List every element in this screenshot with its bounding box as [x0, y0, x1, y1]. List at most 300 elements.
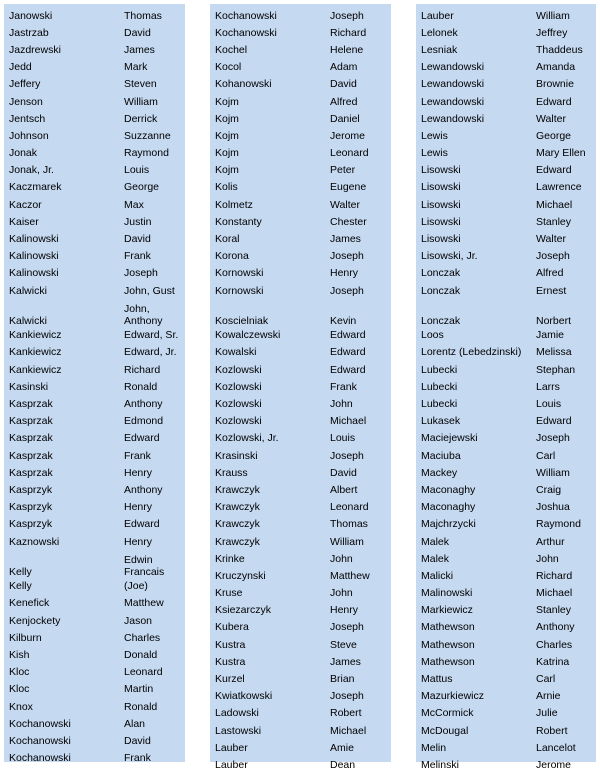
first-name-cell: Helene [330, 43, 364, 56]
last-name-cell: Lelonek [421, 26, 458, 39]
last-name-cell: Kalinowski [9, 250, 59, 263]
first-name-cell: Daniel [330, 112, 360, 125]
first-name-cell: Louis [330, 432, 356, 445]
last-name-cell: Lubecki [421, 363, 458, 376]
table-row [416, 756, 596, 773]
last-name-cell: Ksiezarczyk [215, 604, 272, 617]
last-name-cell: Kochanowski [9, 734, 71, 747]
table-row [4, 732, 185, 749]
last-name-cell: Kilburn [9, 631, 42, 644]
last-name-cell: Mathewson [421, 638, 475, 651]
first-name-cell: John, Anthony [124, 302, 163, 327]
table-row [210, 299, 391, 327]
last-name-cell: Maconaghy [421, 483, 476, 496]
first-name-cell: Adam [330, 61, 358, 74]
first-name-cell: John [330, 552, 353, 565]
table-row [416, 413, 596, 430]
table-row [416, 430, 596, 447]
first-name-cell: Anthony [124, 483, 163, 496]
table-row [4, 299, 185, 327]
table-row [210, 248, 391, 265]
last-name-cell: Loos [421, 329, 444, 342]
last-name-cell: Kojm [215, 147, 239, 160]
table-row [210, 567, 391, 584]
last-name-cell: Kozlowski [215, 398, 262, 411]
table-row [4, 110, 185, 127]
first-name-cell: Alan [124, 717, 146, 730]
last-name-cell: Kaiser [9, 215, 39, 228]
table-row [416, 395, 596, 412]
first-name-cell: Jeffrey [536, 26, 568, 39]
table-row [4, 715, 185, 732]
last-name-cell: Jazdrewski [9, 43, 61, 56]
last-name-cell: Kish [9, 648, 30, 661]
last-name-cell: Maciuba [421, 449, 461, 462]
table-row [416, 344, 596, 361]
last-name-cell: Lisowski [421, 215, 461, 228]
table-row [416, 282, 596, 299]
first-name-cell: Joseph [330, 9, 364, 22]
first-name-cell: Amanda [536, 61, 576, 74]
first-name-cell: William [536, 9, 570, 22]
last-name-cell: Kowalczewski [215, 329, 281, 342]
first-name-cell: Leonard [330, 501, 369, 514]
last-name-cell: Kasinski [9, 380, 49, 393]
first-name-cell: Craig [536, 483, 562, 496]
table-row [210, 378, 391, 395]
table-row [416, 619, 596, 636]
first-name-cell: Martin [124, 683, 154, 696]
last-name-cell: Kasprzak [9, 398, 53, 411]
table-row [210, 127, 391, 144]
table-row [210, 265, 391, 282]
table-row [416, 722, 596, 739]
first-name-cell: Matthew [124, 597, 164, 610]
last-name-cell: Kochel [215, 43, 248, 56]
last-name-cell: Lisowski [421, 198, 461, 211]
first-name-cell: Derrick [124, 112, 158, 125]
last-name-cell: Kowalski [215, 346, 257, 359]
first-name-cell: Eugene [330, 181, 367, 194]
last-name-cell: Kasprzak [9, 466, 53, 479]
last-name-cell: Lewandowski [421, 95, 485, 108]
first-name-cell: Charles [124, 631, 161, 644]
first-name-cell: Joseph [536, 432, 570, 445]
table-row [4, 464, 185, 481]
last-name-cell: Kaczmarek [9, 181, 62, 194]
first-name-cell: Arthur [536, 535, 565, 548]
first-name-cell: Henry [124, 466, 153, 479]
last-name-cell: Kochanowski [215, 26, 277, 39]
first-name-cell: David [124, 233, 151, 246]
table-row [416, 567, 596, 584]
first-name-cell: Charles [536, 638, 573, 651]
table-row [210, 739, 391, 756]
table-row [210, 213, 391, 230]
table-row [210, 282, 391, 299]
first-name-cell: Alfred [330, 95, 358, 108]
last-name-cell: Kasprzak [9, 432, 53, 445]
first-name-cell: Joseph [330, 621, 364, 634]
first-name-cell: Donald [124, 648, 158, 661]
first-name-cell: Carl [536, 449, 556, 462]
first-name-cell: Jerome [330, 129, 366, 142]
last-name-cell: Maciejewski [421, 432, 478, 445]
first-name-cell: Frank [124, 752, 151, 765]
table-row [416, 585, 596, 602]
last-name-cell: Janowski [9, 9, 53, 22]
table-row [416, 110, 596, 127]
table-row [416, 464, 596, 481]
last-name-cell: Lewis [421, 129, 448, 142]
last-name-cell: Kojm [215, 112, 239, 125]
last-name-cell: Kozlowski [215, 415, 262, 428]
table-row [4, 213, 185, 230]
last-name-cell: Krawczyk [215, 535, 260, 548]
table-row [210, 196, 391, 213]
first-name-cell: Thaddeus [536, 43, 583, 56]
last-name-cell: Lisowski [421, 164, 461, 177]
last-name-cell: Lisowski [421, 233, 461, 246]
first-name-cell: Amie [330, 741, 354, 754]
table-row [4, 681, 185, 698]
first-name-cell: (Joe) [124, 580, 148, 593]
table-row [4, 361, 185, 378]
first-name-cell: Peter [330, 164, 356, 177]
table-row [210, 361, 391, 378]
last-name-cell: Lisowski, Jr. [421, 250, 478, 263]
last-name-cell: Jastrzab [9, 26, 49, 39]
first-name-cell: Thomas [330, 518, 368, 531]
last-name-cell: Krawczyk [215, 483, 260, 496]
last-name-cell: Krawczyk [215, 518, 260, 531]
first-name-cell: Edward, Sr. [124, 329, 179, 342]
first-name-cell: Raymond [124, 147, 169, 160]
table-row [4, 481, 185, 498]
first-name-cell: Stanley [536, 604, 572, 617]
last-name-cell: Kaczor [9, 198, 42, 211]
table-row [4, 162, 185, 179]
last-name-cell: Lubecki [421, 398, 458, 411]
last-name-cell: Maconaghy [421, 501, 476, 514]
last-name-cell: Kasprzak [9, 415, 53, 428]
last-name-cell: Kochanowski [215, 9, 277, 22]
last-name-cell: Malek [421, 535, 450, 548]
name-column-1 [4, 4, 185, 765]
first-name-cell: Edward [330, 363, 366, 376]
first-name-cell: Lawrence [536, 181, 582, 194]
first-name-cell: Jerome [536, 758, 572, 771]
first-name-cell: James [124, 43, 155, 56]
last-name-cell: Ladowski [215, 707, 259, 720]
last-name-cell: Kasprzak [9, 449, 53, 462]
last-name-cell: Lorentz (Lebedzinski) [421, 346, 522, 359]
table-row [416, 76, 596, 93]
table-row [4, 378, 185, 395]
table-row [416, 145, 596, 162]
table-row [210, 413, 391, 430]
table-row [416, 127, 596, 144]
table-row [4, 265, 185, 282]
table-row [210, 499, 391, 516]
first-name-cell: James [330, 655, 361, 668]
last-name-cell: Lewis [421, 147, 448, 160]
table-row [4, 550, 185, 578]
last-name-cell: Melinski [421, 758, 459, 771]
first-name-cell: Brian [330, 673, 355, 686]
last-name-cell: Lukasek [421, 415, 461, 428]
table-row [416, 705, 596, 722]
first-name-cell: George [124, 181, 160, 194]
first-name-cell: Frank [124, 250, 151, 263]
last-name-cell: Malicki [421, 569, 454, 582]
table-row [210, 670, 391, 687]
last-name-cell: Kurzel [215, 673, 245, 686]
table-row [4, 750, 185, 767]
table-row [416, 653, 596, 670]
last-name-cell: Jenson [9, 95, 43, 108]
first-name-cell: Joseph [124, 267, 158, 280]
first-name-cell: Edward [536, 164, 572, 177]
table-row [210, 93, 391, 110]
first-name-cell: Edwin Francais [124, 553, 165, 578]
table-row [210, 550, 391, 567]
last-name-cell: Kankiewicz [9, 329, 62, 342]
last-name-cell: Kwiatkowski [215, 690, 273, 703]
last-name-cell: Lewandowski [421, 112, 485, 125]
table-row [4, 230, 185, 247]
last-name-cell: Kasprzyk [9, 518, 53, 531]
first-name-cell: William [330, 535, 364, 548]
last-name-cell: Mathewson [421, 655, 475, 668]
last-name-cell: Kloc [9, 666, 30, 679]
table-row [210, 585, 391, 602]
last-name-cell: Kelly [9, 565, 32, 578]
first-name-cell: Edward [124, 432, 160, 445]
last-name-cell: Malek [421, 552, 450, 565]
first-name-cell: Anthony [536, 621, 575, 634]
table-row [416, 24, 596, 41]
table-row [4, 447, 185, 464]
table-row [210, 145, 391, 162]
table-row [210, 430, 391, 447]
first-name-cell: Albert [330, 483, 358, 496]
first-name-cell: Jamie [536, 329, 565, 342]
table-row [4, 282, 185, 299]
first-name-cell: Mark [124, 61, 148, 74]
table-row [416, 670, 596, 687]
last-name-cell: Kalwicki [9, 284, 47, 297]
table-row [210, 619, 391, 636]
first-name-cell: Carl [536, 673, 556, 686]
table-row [210, 230, 391, 247]
first-name-cell: Henry [124, 501, 153, 514]
table-row [210, 344, 391, 361]
first-name-cell: Walter [536, 233, 566, 246]
table-row [416, 499, 596, 516]
first-name-cell: James [330, 233, 361, 246]
last-name-cell: Kojm [215, 164, 239, 177]
last-name-cell: Kenjockety [9, 614, 61, 627]
first-name-cell: Edward [124, 518, 160, 531]
last-name-cell: Kochanowski [9, 752, 71, 765]
first-name-cell: Michael [536, 587, 573, 600]
first-name-cell: Louis [124, 164, 150, 177]
first-name-cell: Joseph [536, 250, 570, 263]
first-name-cell: David [330, 466, 357, 479]
first-name-cell: Katrina [536, 655, 570, 668]
last-name-cell: Konstanty [215, 215, 262, 228]
last-name-cell: Kalwicki [9, 314, 47, 327]
last-name-cell: Lauber [215, 741, 248, 754]
table-row [416, 378, 596, 395]
first-name-cell: John [330, 398, 353, 411]
first-name-cell: George [536, 129, 572, 142]
table-row [416, 481, 596, 498]
first-name-cell: Alfred [536, 267, 564, 280]
last-name-cell: Kasprzyk [9, 483, 53, 496]
first-name-cell: Joseph [330, 449, 364, 462]
first-name-cell: Edward [330, 329, 366, 342]
last-name-cell: Koral [215, 233, 240, 246]
last-name-cell: Lonczak [421, 284, 461, 297]
first-name-cell: Chester [330, 215, 367, 228]
first-name-cell: Henry [330, 604, 359, 617]
name-column-3 [416, 4, 596, 771]
table-row [210, 756, 391, 773]
first-name-cell: Michael [536, 198, 573, 211]
last-name-cell: Krauss [215, 466, 248, 479]
table-row [210, 76, 391, 93]
first-name-cell: John, Gust [124, 284, 175, 297]
last-name-cell: Kasprzyk [9, 501, 53, 514]
first-name-cell: Arnie [536, 690, 561, 703]
last-name-cell: Markiewicz [421, 604, 473, 617]
table-row [416, 327, 596, 344]
last-name-cell: Lesniak [421, 43, 458, 56]
table-row [210, 481, 391, 498]
first-name-cell: Raymond [536, 518, 581, 531]
first-name-cell: Joseph [330, 690, 364, 703]
last-name-cell: Jentsch [9, 112, 46, 125]
table-row [4, 344, 185, 361]
last-name-cell: Kozlowski [215, 363, 262, 376]
table-row [4, 595, 185, 612]
table-row [210, 447, 391, 464]
last-name-cell: McDougal [421, 724, 469, 737]
first-name-cell: Edward [536, 95, 572, 108]
first-name-cell: David [124, 26, 151, 39]
first-name-cell: Stanley [536, 215, 572, 228]
table-row [416, 213, 596, 230]
table-row [210, 327, 391, 344]
last-name-cell: Kornowski [215, 267, 264, 280]
first-name-cell: Michael [330, 724, 367, 737]
first-name-cell: Suzzanne [124, 129, 171, 142]
last-name-cell: Kojm [215, 129, 239, 142]
table-row [4, 179, 185, 196]
last-name-cell: Kankiewicz [9, 363, 62, 376]
first-name-cell: David [330, 78, 357, 91]
table-row [4, 127, 185, 144]
first-name-cell: Steven [124, 78, 157, 91]
first-name-cell: Richard [330, 26, 367, 39]
table-row [210, 162, 391, 179]
first-name-cell: Henry [330, 267, 359, 280]
last-name-cell: Kelly [9, 580, 32, 593]
table-row [416, 550, 596, 567]
first-name-cell: Mary Ellen [536, 147, 586, 160]
first-name-cell: Robert [330, 707, 362, 720]
table-row [210, 705, 391, 722]
first-name-cell: William [124, 95, 158, 108]
last-name-cell: Kochanowski [9, 717, 71, 730]
first-name-cell: Brownie [536, 78, 574, 91]
table-row [210, 41, 391, 58]
first-name-cell: Anthony [124, 398, 163, 411]
first-name-cell: Stephan [536, 363, 576, 376]
last-name-cell: Lauber [215, 758, 248, 771]
last-name-cell: Johnson [9, 129, 49, 142]
table-row [4, 395, 185, 412]
first-name-cell: Richard [124, 363, 161, 376]
table-row [4, 327, 185, 344]
table-row [416, 248, 596, 265]
last-name-cell: Kloc [9, 683, 30, 696]
table-row [416, 688, 596, 705]
first-name-cell: Frank [330, 380, 357, 393]
last-name-cell: Lubecki [421, 380, 458, 393]
last-name-cell: Krasinski [215, 449, 258, 462]
first-name-cell: Melissa [536, 346, 572, 359]
last-name-cell: Kruse [215, 587, 243, 600]
table-row [416, 447, 596, 464]
table-row [4, 646, 185, 663]
last-name-cell: Lastowski [215, 724, 262, 737]
table-row [4, 664, 185, 681]
first-name-cell: Edward, Jr. [124, 346, 177, 359]
last-name-cell: Jedd [9, 61, 32, 74]
table-row [210, 533, 391, 550]
table-row [210, 516, 391, 533]
last-name-cell: Knox [9, 700, 33, 713]
last-name-cell: Kaznowski [9, 535, 60, 548]
last-name-cell: Lewandowski [421, 61, 485, 74]
last-name-cell: Jonak, Jr. [9, 164, 54, 177]
first-name-cell: Joseph [330, 250, 364, 263]
table-row [4, 612, 185, 629]
first-name-cell: Louis [536, 398, 562, 411]
table-row [210, 179, 391, 196]
first-name-cell: Edmond [124, 415, 164, 428]
table-row [416, 361, 596, 378]
first-name-cell: Jason [124, 614, 153, 627]
table-row [416, 602, 596, 619]
table-row [416, 533, 596, 550]
last-name-cell: Melin [421, 741, 447, 754]
last-name-cell: Kustra [215, 655, 246, 668]
last-name-cell: Kalinowski [9, 267, 59, 280]
last-name-cell: Kolis [215, 181, 238, 194]
last-name-cell: Jeffery [9, 78, 41, 91]
last-name-cell: Kenefick [9, 597, 50, 610]
first-name-cell: Frank [124, 449, 151, 462]
last-name-cell: Koscielniak [215, 314, 269, 327]
last-name-cell: Lauber [421, 9, 454, 22]
first-name-cell: John [330, 587, 353, 600]
first-name-cell: Leonard [124, 666, 163, 679]
last-name-cell: Kankiewicz [9, 346, 62, 359]
